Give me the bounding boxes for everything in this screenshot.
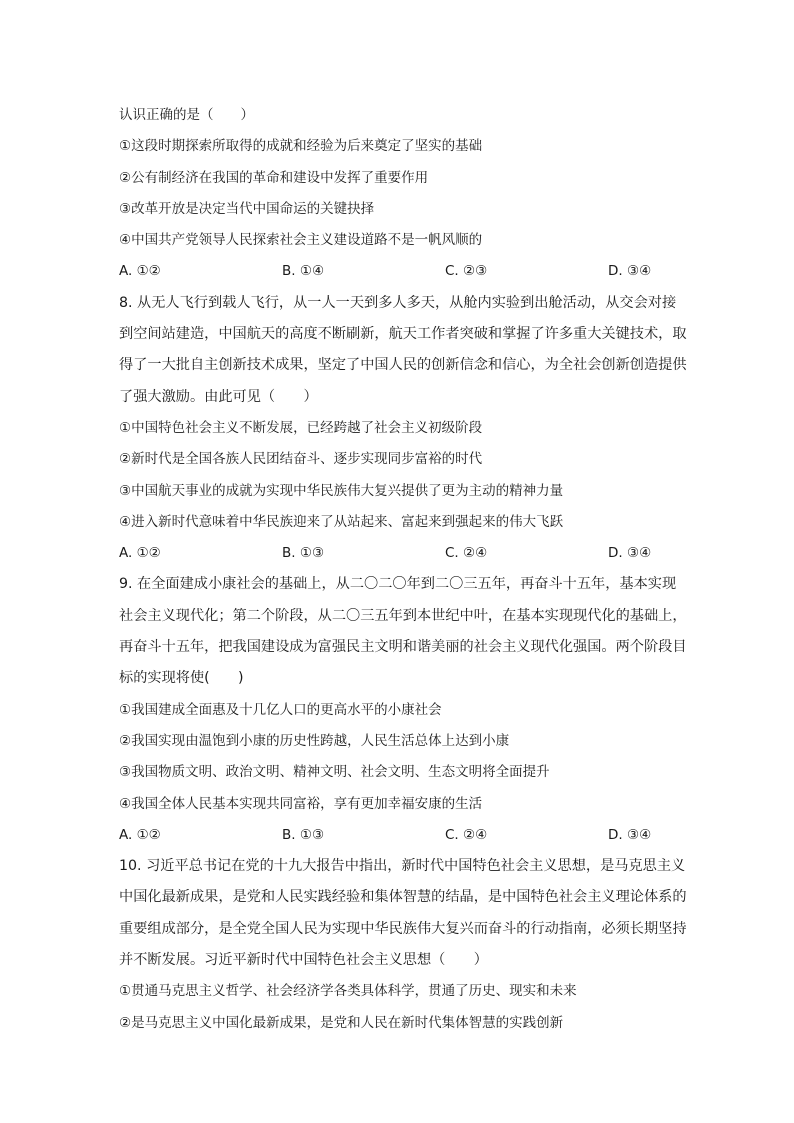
stem-line: 社会主义现代化；第二个阶段，从二〇三五年到本世纪中叶，在基本实现现代化的基础上， <box>119 607 687 624</box>
answer-options <box>119 820 679 851</box>
statement-2: ②我国实现由温饱到小康的历史性跨越，人民生活总体上达到小康 <box>119 732 510 749</box>
statement-4: ④中国共产党领导人民探索社会主义建设道路不是一帆风顺的 <box>119 232 483 249</box>
statement-3: ③中国航天事业的成就为实现中华民族伟大复兴提供了更为主动的精神力量 <box>119 482 564 499</box>
question-stem <box>119 569 687 694</box>
option-a[interactable]: A. ①② <box>119 826 161 843</box>
stem-line: 标的实现将使( ) <box>119 670 244 687</box>
statement-3: ③我国物质文明、政治文明、精神文明、社会文明、生态文明将全面提升 <box>119 764 550 781</box>
statement-4: ④进入新时代意味着中华民族迎来了从站起来、富起来到强起来的伟大飞跃 <box>119 513 564 530</box>
statement-2: ②是马克思主义中国化最新成果，是党和人民在新时代集体智慧的实践创新 <box>119 1014 564 1031</box>
question-stem <box>119 851 687 976</box>
statement-1: ①中国特色社会主义不断发展，已经跨越了社会主义初级阶段 <box>119 419 483 436</box>
option-a[interactable]: A. ①② <box>119 545 161 562</box>
question-10 <box>119 851 687 1039</box>
statement-2: ②公有制经济在我国的革命和建设中发挥了重要作用 <box>119 169 429 186</box>
option-b[interactable]: B. ①④ <box>282 263 325 280</box>
question-stem-end: 认识正确的是（ ） <box>119 107 254 123</box>
stem-line: 10. 习近平总书记在党的十九大报告中指出，新时代中国特色社会主义思想，是马克思主义 <box>119 858 686 875</box>
option-c[interactable]: C. ②④ <box>445 826 488 843</box>
option-d[interactable]: D. ③④ <box>608 263 652 280</box>
exam-page <box>119 100 687 1039</box>
statement-4: ④我国全体人民基本实现共同富裕，享有更加幸福安康的生活 <box>119 795 483 812</box>
question-stem <box>119 288 687 413</box>
stem-line: 9. 在全面建成小康社会的基础上，从二〇二〇年到二〇三五年，再奋斗十五年，基本实现 <box>119 576 677 593</box>
stem-line: 了强大激励。由此可见（ ） <box>119 388 318 405</box>
stem-line: 再奋斗十五年，把我国建设成为富强民主文明和谐美丽的社会主义现代化强国。两个阶段目 <box>119 639 687 656</box>
option-a[interactable]: A. ①② <box>119 263 161 280</box>
stem-line: 8. 从无人飞行到载人飞行，从一人一天到多人多天，从舱内实验到出舱活动，从交会对接 <box>119 294 677 311</box>
stem-line: 并不断发展。习近平新时代中国特色社会主义思想（ ） <box>119 952 488 969</box>
statement-2: ②新时代是全国各族人民团结奋斗、逐步实现同步富裕的时代 <box>119 451 483 468</box>
option-b[interactable]: B. ①③ <box>282 545 325 562</box>
option-c[interactable]: C. ②③ <box>445 263 488 280</box>
stem-line: 到空间站建造，中国航天的高度不断刷新，航天工作者突破和掌握了许多重大关键技术，取 <box>119 326 687 343</box>
statement-1: ①贯通马克思主义哲学、社会经济学各类具体科学，贯通了历史、现实和未来 <box>119 983 577 1000</box>
question-9 <box>119 569 687 851</box>
option-d[interactable]: D. ③④ <box>608 826 652 843</box>
statement-1: ①我国建成全面惠及十几亿人口的更高水平的小康社会 <box>119 701 442 718</box>
stem-line: 中国化最新成果，是党和人民实践经验和集体智慧的结晶，是中国特色社会主义理论体系的 <box>119 889 687 906</box>
stem-line: 重要组成部分，是全党全国人民为实现中华民族伟大复兴而奋斗的行动指南，必须长期坚持 <box>119 920 687 937</box>
answer-options <box>119 538 679 569</box>
statement-3: ③改革开放是决定当代中国命运的关键抉择 <box>119 200 375 217</box>
stem-line: 得了一大批自主创新技术成果，坚定了中国人民的创新信念和信心，为全社会创新创造提供 <box>119 357 687 374</box>
option-d[interactable]: D. ③④ <box>608 545 652 562</box>
statement-1: ①这段时期探索所取得的成就和经验为后来奠定了坚实的基础 <box>119 138 483 155</box>
question-8 <box>119 288 687 570</box>
option-b[interactable]: B. ①③ <box>282 826 325 843</box>
question-7-tail <box>119 100 679 288</box>
option-c[interactable]: C. ②④ <box>445 545 488 562</box>
answer-options <box>119 256 679 287</box>
